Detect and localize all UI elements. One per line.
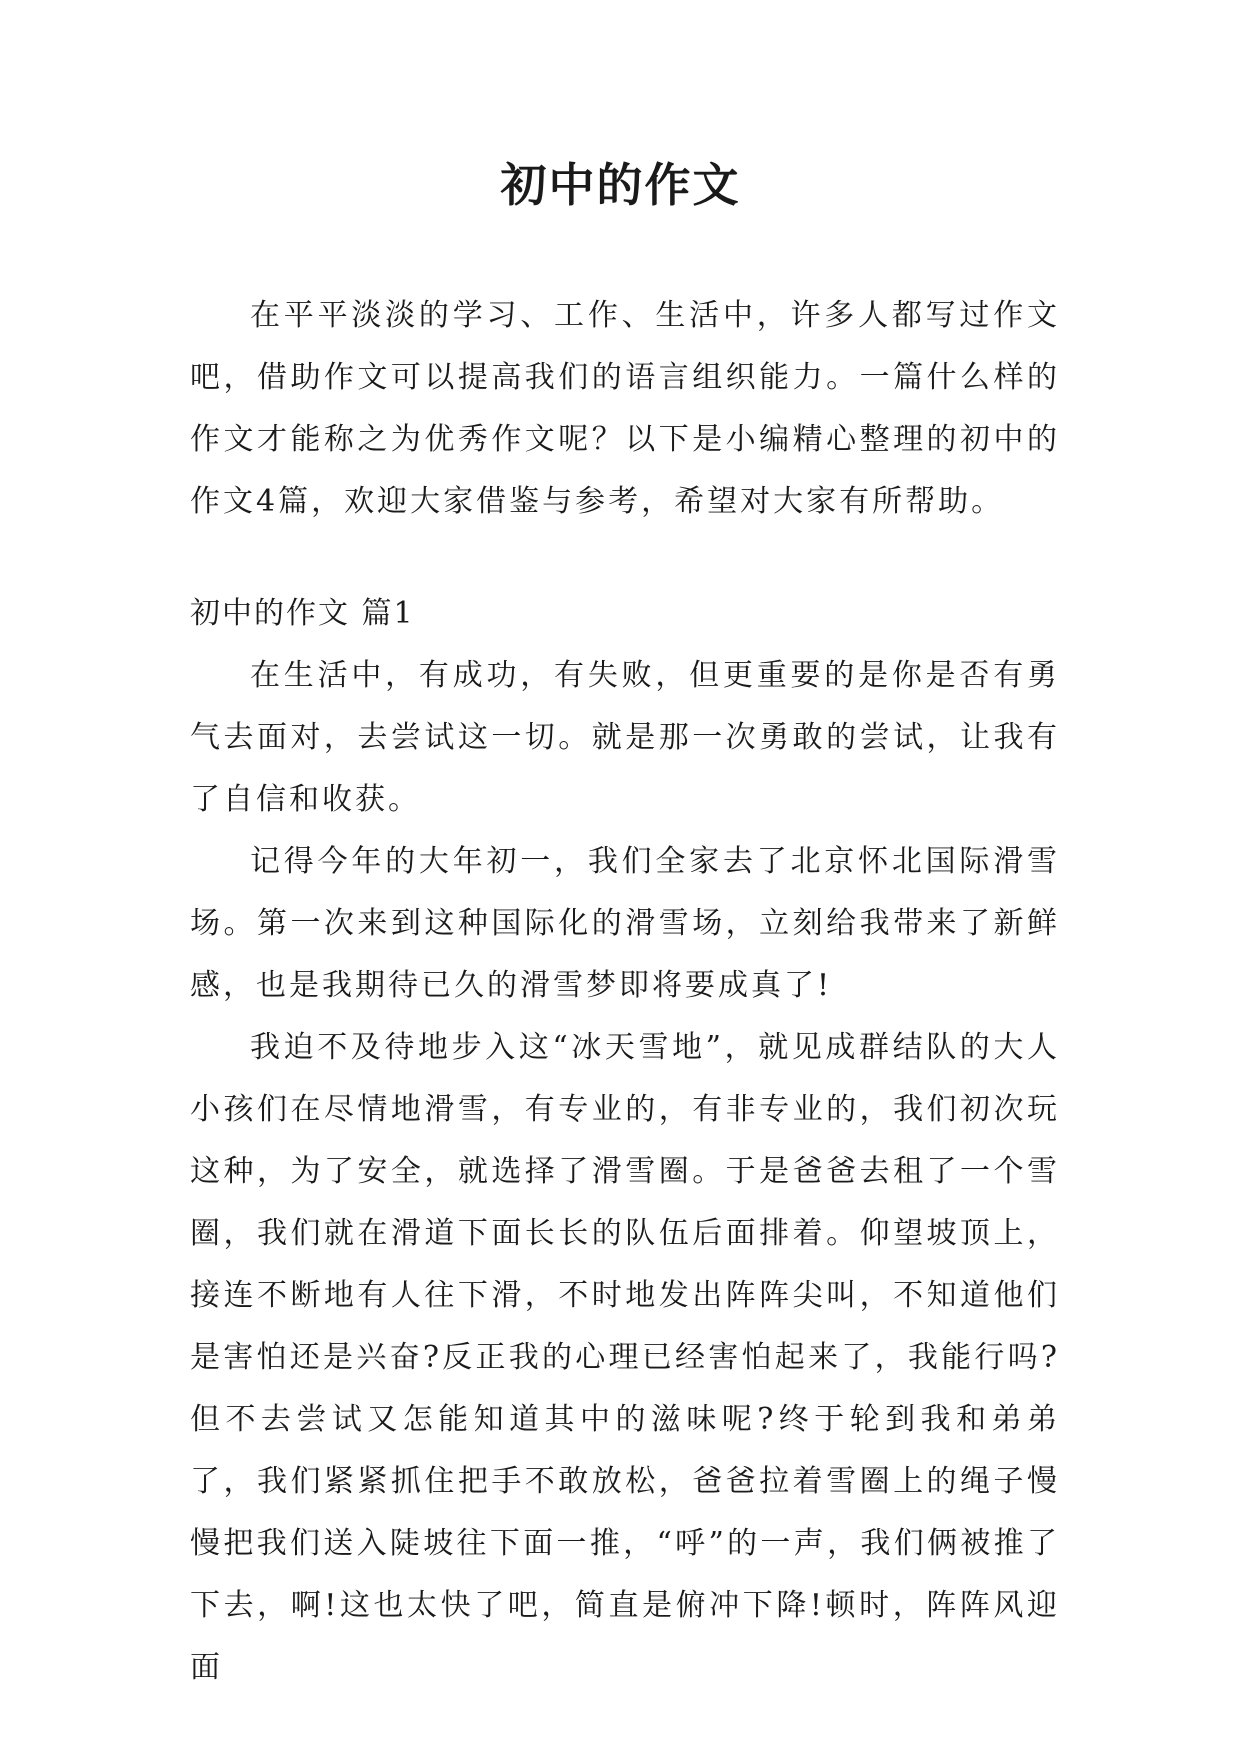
- body-paragraph-1: 在生活中，有成功，有失败，但更重要的是你是否有勇气去面对，去尝试这一切。就是那一次勇敢的尝试，让我有了自信和收获。: [190, 658, 1060, 817]
- section-heading: 初中的作文 篇1: [190, 596, 415, 631]
- body-paragraph-2: 记得今年的大年初一，我们全家去了北京怀北国际滑雪场。第一次来到这种国际化的滑雪场，立刻给我带来了新鲜感，也是我期待已久的滑雪梦即将要成真了!: [190, 844, 1060, 1003]
- body-paragraph-3: 我迫不及待地步入这“冰天雪地”，就见成群结队的大人小孩们在尽情地滑雪，有专业的，有非专业的，我们初次玩这种，为了安全，就选择了滑雪圈。于是爸爸去租了一个雪圈，我们就在滑道下面长长的队伍后面排着。仰望坡顶上，接连不断地有人往下滑，不时地发出阵阵尖叫，不知道他们是害怕还是兴奋?反正我的心理已经害怕起来了，我能行吗?但不去尝试又怎能知道其中的滋味呢?终于轮到我和弟弟了，我们紧紧抓住把手不敢放松，爸爸拉着雪圈上的绳子慢慢把我们送入陡坡往下面一推，“呼”的一声，我们俩被推了下去，啊!这也太快了吧，简直是俯冲下降!顿时，阵阵风迎面: [190, 1030, 1060, 1685]
- document-title: 初中的作文: [500, 158, 741, 212]
- document-body: [190, 285, 1060, 1699]
- intro-paragraph: 在平平淡淡的学习、工作、生活中，许多人都写过作文吧，借助作文可以提高我们的语言组织能力。一篇什么样的作文才能称之为优秀作文呢？以下是小编精心整理的初中的作文4篇，欢迎大家借鉴与参考，希望对大家有所帮助。: [190, 298, 1060, 519]
